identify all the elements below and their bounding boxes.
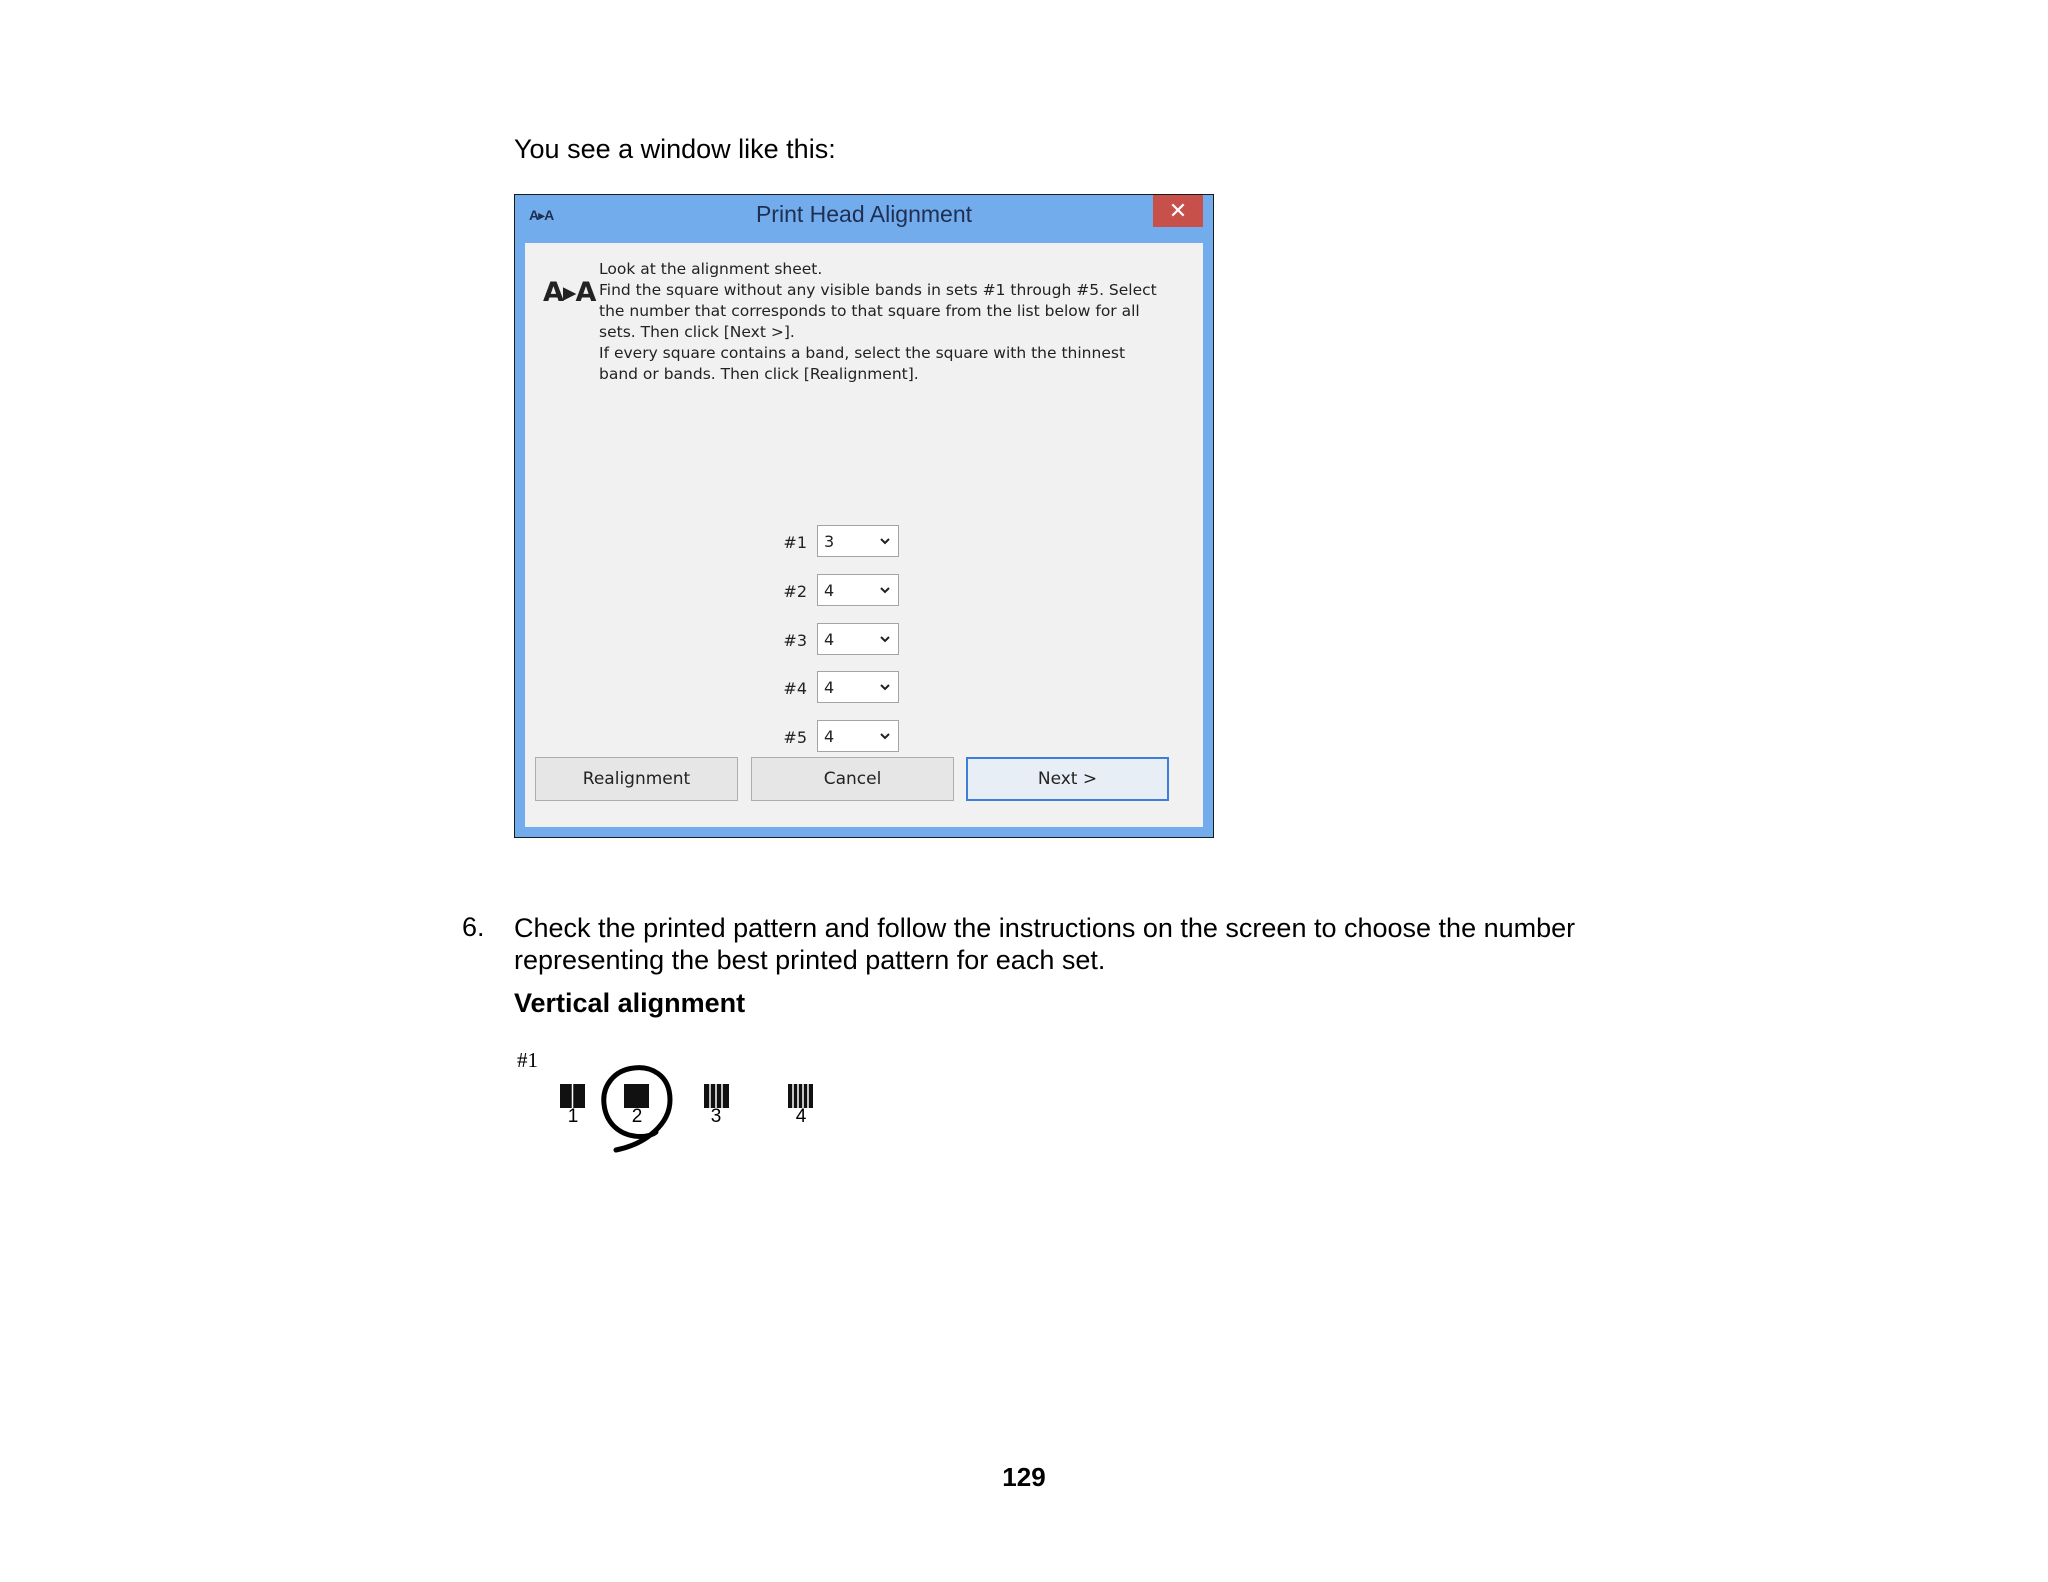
set-label-3: #3 [783,631,807,650]
instruction-line: sets. Then click [Next >]. [599,323,795,341]
set-3-select[interactable] [817,623,899,655]
step-line: representing the best printed pattern for each set. [514,945,1106,975]
pattern-label-1: 1 [567,1106,579,1127]
step-number: 6. [462,912,485,942]
pattern-label-3: 3 [710,1106,722,1127]
step-text [514,912,1714,976]
set-2-select[interactable] [817,574,899,606]
chevron-down-icon [880,536,890,546]
page-number: 129 [1002,1462,1046,1492]
pattern-set-label: #1 [517,1048,538,1072]
chevron-down-icon [880,682,890,692]
set-label-5: #5 [783,728,807,747]
set-4-select[interactable] [817,671,899,703]
set-2-value: 4 [824,580,835,600]
set-4-value: 4 [824,677,835,697]
instructions-text [599,259,1189,385]
close-icon: ✕ [1168,198,1188,223]
realignment-button[interactable]: Realignment [535,757,738,801]
set-5-select[interactable] [817,720,899,752]
instruction-line: the number that corresponds to that square from the list below for all [599,302,1140,320]
pattern-square-4 [788,1084,813,1108]
dialog-client-area [525,243,1203,827]
set-5-value: 4 [824,726,835,746]
intro-text: You see a window like this: [514,134,836,164]
instruction-line: band or bands. Then click [Realignment]. [599,365,919,383]
step-line: Check the printed pattern and follow the instructions on the screen to choose the number [514,913,1576,943]
set-3-value: 4 [824,629,835,649]
set-1-select[interactable] [817,525,899,557]
pattern-square-3 [704,1084,729,1108]
instruction-line: Look at the alignment sheet. [599,260,823,278]
print-head-alignment-dialog [514,194,1214,838]
set-label-4: #4 [783,679,807,698]
chevron-down-icon [880,634,890,644]
pattern-label-4: 4 [795,1106,807,1127]
dialog-title: Print Head Alignment [755,201,973,227]
instruction-line: Find the square without any visible bands in sets #1 through #5. Select [599,281,1157,299]
close-button[interactable] [1153,195,1203,227]
alignment-icon: A▸A [543,277,596,308]
pattern-square-1 [560,1084,585,1108]
pattern-square-2 [624,1084,649,1108]
set-label-1: #1 [783,533,807,552]
section-subheading: Vertical alignment [514,988,746,1018]
chevron-down-icon [880,585,890,595]
set-1-value: 3 [824,531,835,551]
next-button[interactable]: Next > [966,757,1169,801]
set-label-2: #2 [783,582,807,601]
pattern-label-2: 2 [631,1106,643,1127]
instruction-line: If every square contains a band, select the square with the thinnest [599,344,1126,362]
chevron-down-icon [880,731,890,741]
cancel-button[interactable]: Cancel [751,757,954,801]
app-icon: A▸A [529,207,554,223]
